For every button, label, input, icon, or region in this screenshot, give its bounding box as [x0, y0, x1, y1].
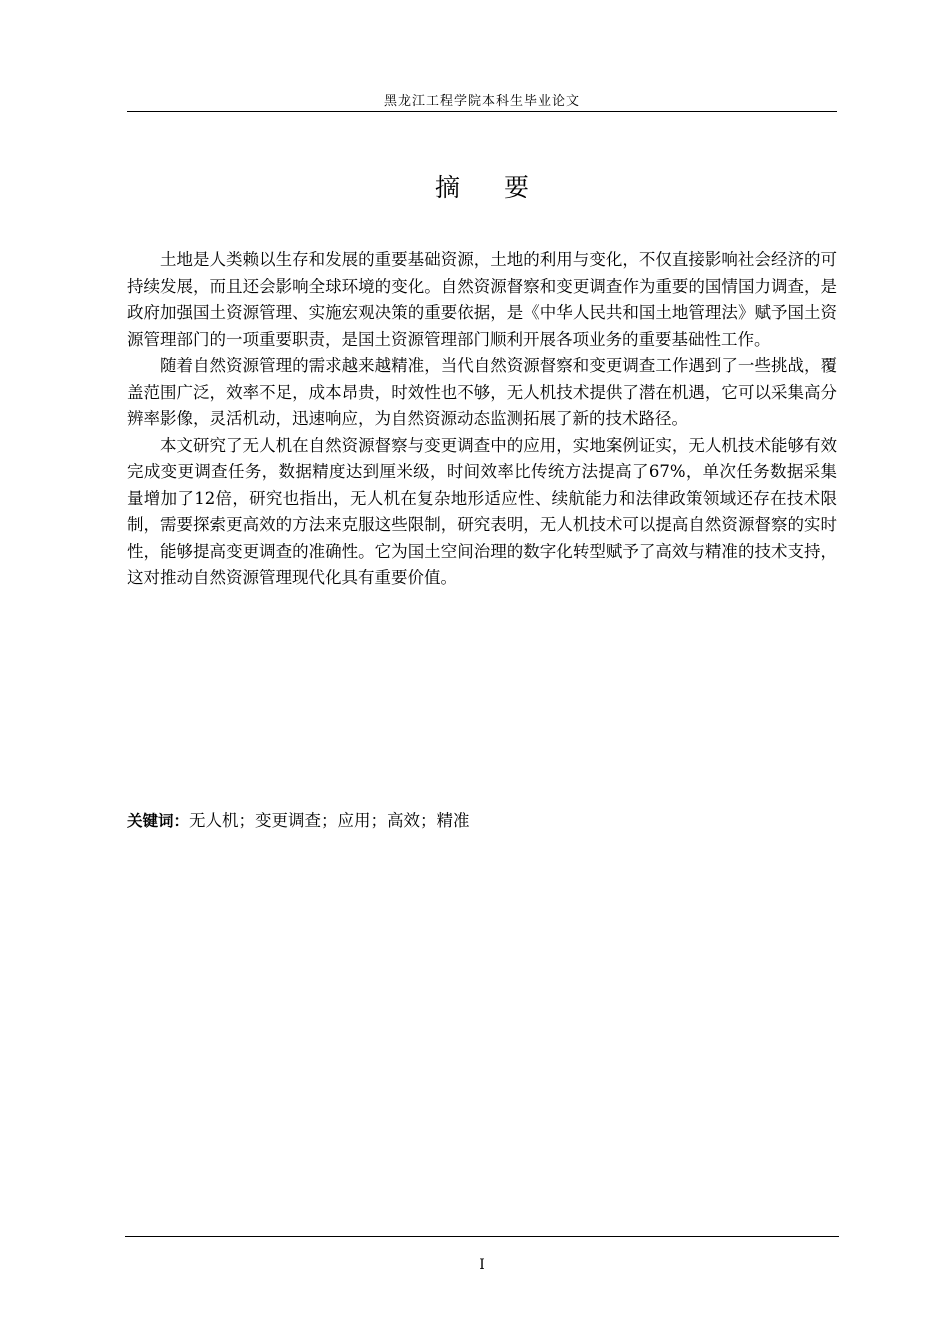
- abstract-title: [127, 170, 837, 206]
- header-divider: [127, 111, 837, 112]
- abstract-paragraph-2: 随着自然资源管理的需求越来越精准，当代自然资源督察和变更调查工作遇到了一些挑战，覆盖范围广泛，效率不足，成本昂贵，时效性也不够，无人机技术提供了潜在机遇，它可以采集高分辨率影像，灵活机动，迅速响应，为自然资源动态监测拓展了新的技术路径。: [127, 356, 837, 428]
- page-number: I: [479, 1257, 485, 1273]
- abstract-title-char-2: 要: [504, 173, 530, 202]
- keywords-line: [127, 808, 837, 834]
- abstract-title-char-1: 摘: [434, 173, 460, 202]
- abstract-paragraph-3: 本文研究了无人机在自然资源督察与变更调查中的应用，实地案例证实，无人机技术能够有效完成变更调查任务，数据精度达到厘米级，时间效率比传统方法提高了67%，单次任务数据采集量增加了12倍，研究也指出，无人机在复杂地形适应性、续航能力和法律政策领域还存在技术限制，需要探索更高效的方法来克服这些限制，研究表明，无人机技术可以提高自然资源督察的实时性，能够提高变更调查的准确性。它为国土空间治理的数字化转型赋予了高效与精准的技术支持，这对推动自然资源管理现代化具有重要价值。: [127, 435, 837, 587]
- abstract-body: [127, 247, 837, 592]
- abstract-paragraph-1: 土地是人类赖以生存和发展的重要基础资源，土地的利用与变化，不仅直接影响社会经济的可持续发展，而且还会影响全球环境的变化。自然资源督察和变更调查作为重要的国情国力调查，是政府加强国土资源管理、实施宏观决策的重要依据，是《中华人民共和国土地管理法》赋予国土资源管理部门的一项重要职责，是国土资源管理部门顺利开展各项业务的重要基础性工作。: [127, 250, 837, 349]
- keywords-label: 关键词：: [127, 812, 190, 830]
- page-header: 黑龙江工程学院本科生毕业论文: [383, 94, 580, 109]
- footer-divider: [125, 1236, 839, 1237]
- keywords-value: 无人机；变更调查；应用；高效；精准: [189, 811, 470, 830]
